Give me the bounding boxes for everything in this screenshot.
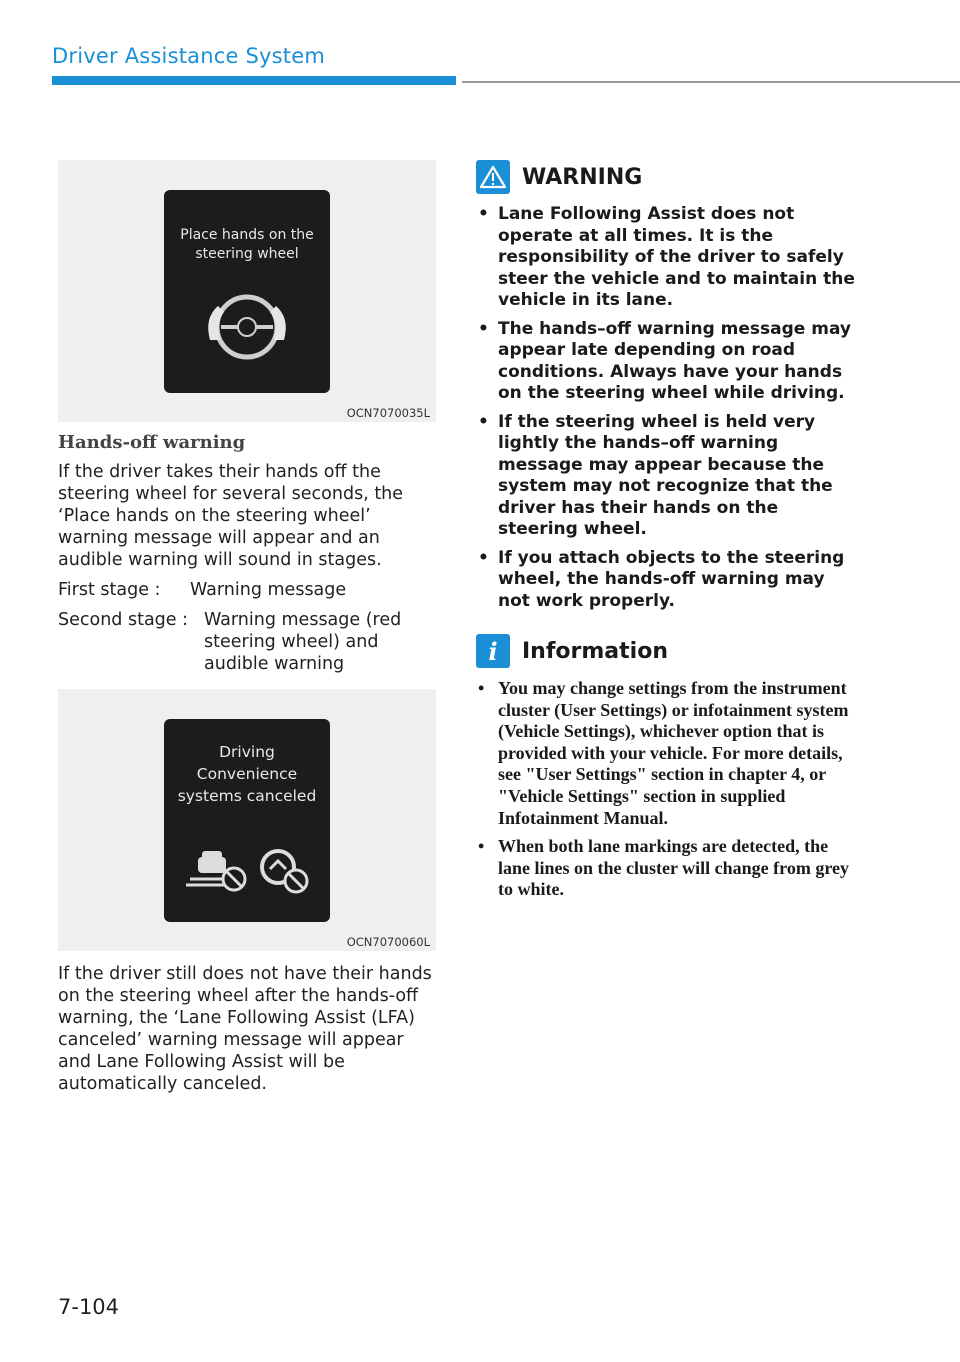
steering-wheel-hands-icon	[164, 190, 330, 393]
information-heading	[476, 634, 856, 668]
lane-assist-icon	[262, 851, 307, 892]
warning-icon	[476, 160, 510, 194]
cluster-message-line: steering wheel	[195, 246, 299, 262]
list-item: • Lane Following Assist does not operate at all times. It is the responsibility of the driver to safely steer the vehicle and to maintain the vehicle in its lane.	[476, 204, 856, 312]
cluster-message-line: Convenience	[196, 765, 298, 783]
header-rule	[462, 81, 960, 83]
figure-code: OCN7070060L	[346, 935, 430, 949]
cluster-screen	[164, 719, 330, 922]
list-item: • If the steering wheel is held very lightly the hands–off warning message may appear because the system may not recognize that the driver has their hands on the steering wheel.	[476, 412, 856, 541]
stage-row	[58, 609, 436, 675]
hands-off-heading: Hands-off warning	[58, 432, 246, 453]
header-accent-bar	[52, 76, 456, 85]
left-column	[58, 160, 436, 1095]
warning-heading	[476, 160, 856, 194]
figure-code: OCN7070035L	[346, 406, 430, 420]
systems-canceled-figure	[58, 689, 436, 951]
cancel-paragraph: If the driver still does not have their hands on the steering wheel after the hands-off warning, the ‘Lane Following Assist (LFA) canceled’ warning message will appear and Lane Following Assist will be automatically canceled.	[58, 964, 432, 1094]
information-list	[476, 678, 856, 901]
canceled-systems-icons	[164, 719, 330, 922]
hands-off-paragraph: If the driver takes their hands off the steering wheel for several seconds, the ‘Place hands on the steering wheel’ warning message will appear and an audible warning will sound in stages.	[58, 462, 404, 570]
stage-text: Warning message	[190, 580, 347, 600]
cluster-message-line: Place hands on the	[180, 227, 314, 243]
stage-label: First stage :	[58, 580, 161, 600]
section-title: Driver Assistance System	[52, 44, 325, 68]
info-icon: i	[476, 634, 510, 668]
warning-title: WARNING	[522, 164, 643, 190]
stage-text: Warning message (red steering wheel) and audible warning	[204, 610, 402, 674]
stage-row	[58, 579, 436, 601]
list-item: • You may change settings from the instrument cluster (User Settings) or infotainment system (Vehicle Settings), whichever option that is provided with your vehicle. For more details, see "User Settings" section in chapter 4, or "Vehicle Settings" section in supplied Infotainment Manual.	[476, 678, 856, 829]
cluster-message-line: Driving	[219, 743, 275, 761]
hands-on-figure	[58, 160, 436, 422]
right-column	[476, 160, 856, 908]
list-item: • If you attach objects to the steering wheel, the hands-off warning may not work properly.	[476, 548, 856, 613]
information-title: Information	[522, 638, 668, 664]
stage-label: Second stage :	[58, 610, 189, 630]
cluster-screen	[164, 190, 330, 393]
warning-list	[476, 204, 856, 612]
car-following-icon	[186, 851, 245, 890]
list-item: • When both lane markings are detected, the lane lines on the cluster will change from grey to white.	[476, 836, 856, 901]
list-item: • The hands–off warning message may appear late depending on road conditions. Always have your hands on the steering wheel while driving.	[476, 319, 856, 405]
page-number: 7-104	[58, 1295, 120, 1319]
cluster-message-line: systems canceled	[177, 787, 317, 805]
